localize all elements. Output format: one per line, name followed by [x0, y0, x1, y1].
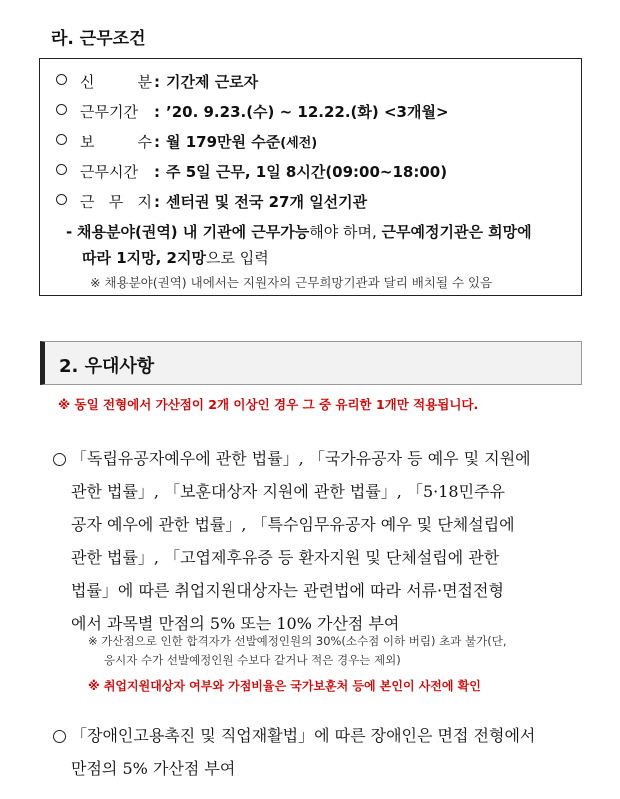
section-heading: 라. 근무조건 — [51, 29, 146, 49]
condition-label: 보 수 — [80, 133, 152, 151]
condition-row-status: 신 분 : 기간제 근로자 — [56, 71, 258, 92]
section2-red-note: ※ 동일 전형에서 가산점이 2개 이상인 경우 그 중 유리한 1개만 적용됩니다. — [58, 397, 479, 412]
condition-row-pay: 보 수 : 월 179만원 수준(세전) — [56, 131, 317, 152]
condition-row-hours: 근무시간 : 주 5일 근무, 1일 8시간(09:00~18:00) — [56, 161, 447, 182]
circle-bullet-icon — [53, 730, 66, 743]
placement-small-note: ※ 채용분야(권역) 내에서는 지원자의 근무희망기관과 달리 배치될 수 있음 — [90, 275, 493, 290]
item1-line: 관한 법률」, 「고엽제후유증 등 환자지원 및 단체설립에 관한 — [71, 548, 500, 567]
circle-bullet-icon — [56, 104, 67, 115]
item1-line: 관한 법률」, 「보훈대상자 지원에 관한 법률」, 「5·18민주유 — [71, 482, 505, 501]
placement-note-line1: - 채용분야(권역) 내 기관에 근무가능해야 하며, 근무예정기관은 희망에 — [66, 223, 532, 241]
condition-label: 근무기간 — [80, 103, 138, 121]
item2-line: 「장애인고용촉진 및 직업재활법」에 따른 장애인은 면접 전형에서 — [71, 726, 536, 745]
circle-bullet-icon — [56, 194, 67, 205]
item1-line: 「독립유공자예우에 관한 법률」, 「국가유공자 등 예우 및 지원에 — [71, 449, 531, 468]
item2-line: 만점의 5% 가산점 부여 — [71, 759, 236, 778]
item1-line: 법률」에 따른 취업지원대상자는 관련법에 따라 서류·면접전형 — [71, 581, 504, 600]
item1-line: 에서 과목별 만점의 5% 또는 10% 가산점 부여 — [71, 614, 400, 633]
item1-note-line2: 응시자 수가 선발예정인원 수보다 같거나 적은 경우는 제외) — [104, 653, 401, 667]
condition-value: 월 179만원 수준 — [166, 133, 281, 151]
section2-header — [40, 341, 582, 385]
condition-value: 주 5일 근무, 1일 8시간(09:00~18:00) — [166, 163, 448, 181]
item1-red-note: ※ 취업지원대상자 여부와 가점비율은 국가보훈처 등에 본인이 사전에 확인 — [88, 679, 481, 693]
circle-bullet-icon — [53, 453, 66, 466]
conditions-box — [39, 58, 582, 296]
condition-row-period: 근무기간 : ’20. 9.23.(수) ~ 12.22.(화) <3개월> — [56, 101, 449, 122]
item1-line: 공자 예우에 관한 법률」, 「특수임무유공자 예우 및 단체설립에 — [71, 515, 515, 534]
condition-value: 기간제 근로자 — [166, 73, 259, 91]
condition-label: 근무시간 — [80, 163, 138, 181]
section2-title: 2. 우대사항 — [59, 356, 155, 377]
circle-bullet-icon — [56, 74, 67, 85]
condition-row-location: 근 무 지 : 센터권 및 전국 27개 일선기관 — [56, 191, 367, 212]
item1-note-line1: ※ 가산점으로 인한 합격자가 선발예정인원의 30%(소수점 이하 버림) 초과 불가(단, — [88, 634, 507, 648]
circle-bullet-icon — [56, 134, 67, 145]
placement-note-line2: 따라 1지망, 2지망으로 입력 — [82, 249, 269, 267]
condition-value-sub: (세전) — [280, 136, 318, 151]
circle-bullet-icon — [56, 164, 67, 175]
condition-label: 근 무 지 — [80, 193, 152, 211]
condition-value: ’20. 9.23.(수) ~ 12.22.(화) <3개월> — [166, 103, 449, 121]
condition-label: 신 분 — [80, 73, 152, 91]
condition-value: 센터권 및 전국 27개 일선기관 — [166, 193, 368, 211]
